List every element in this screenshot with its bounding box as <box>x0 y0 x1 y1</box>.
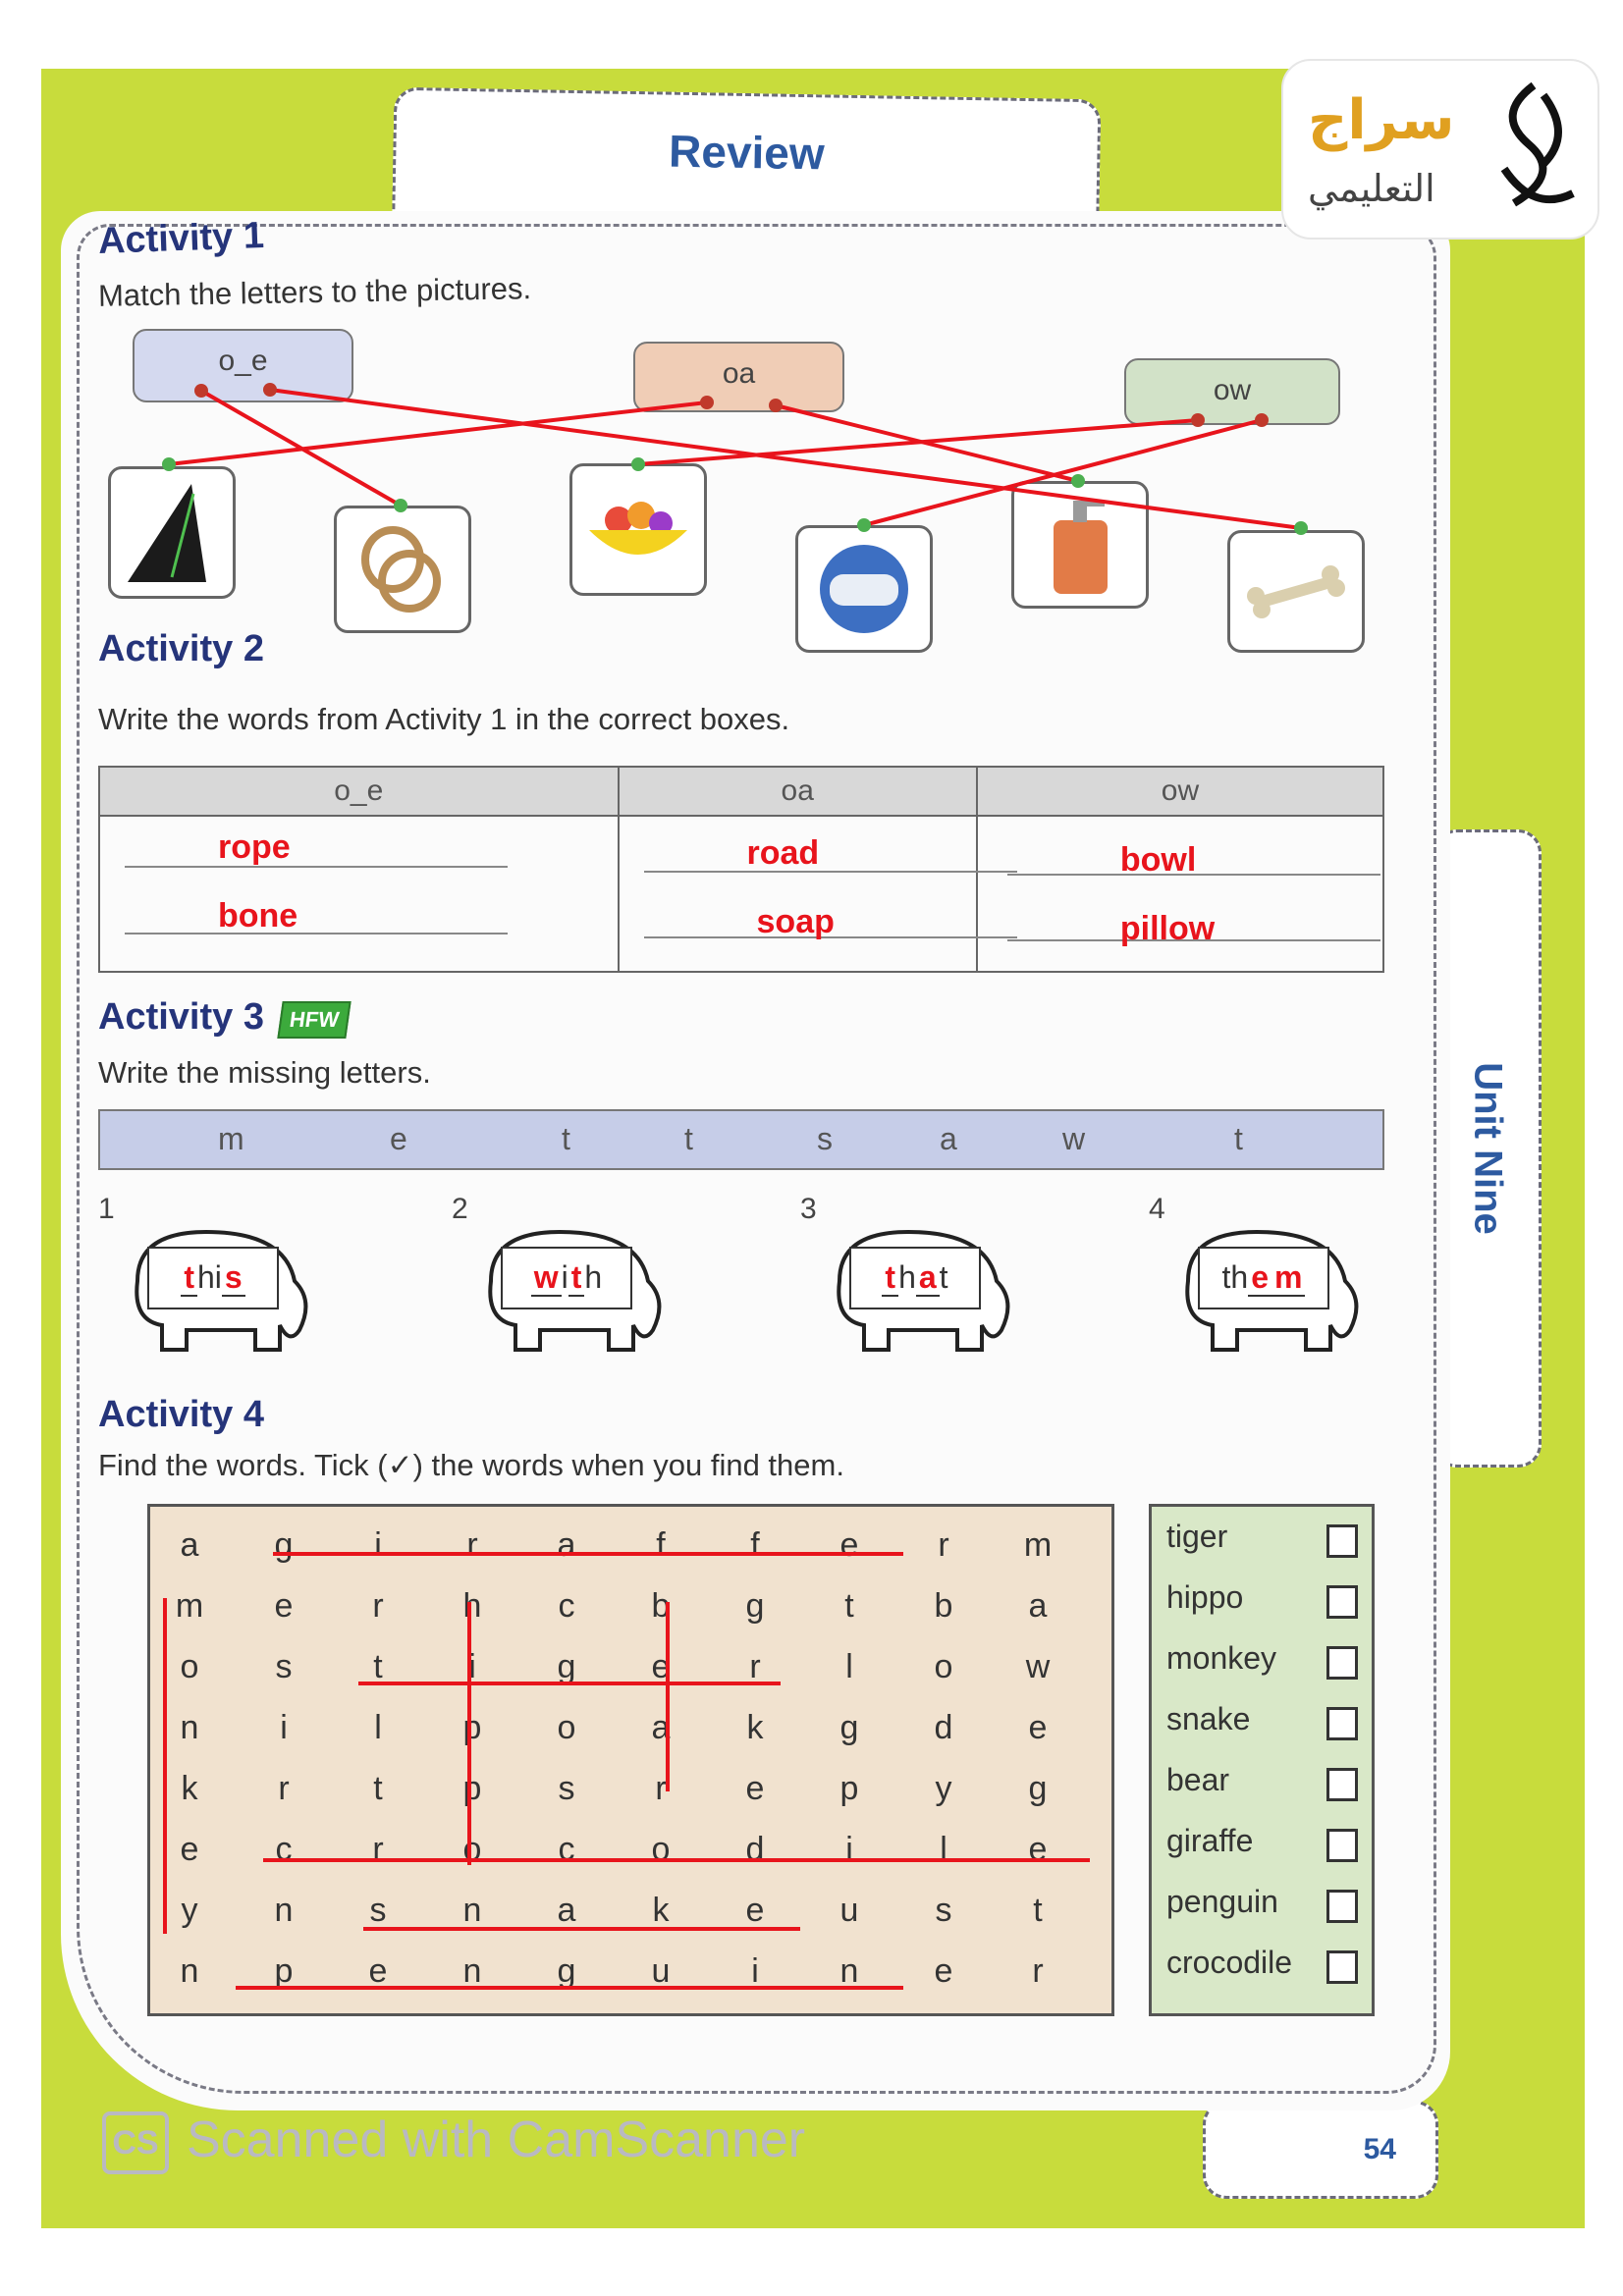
word-list-item: tiger <box>1166 1519 1228 1554</box>
activity3-title: Activity 3 <box>98 996 264 1038</box>
letter-bank-item: a <box>940 1121 957 1156</box>
grid-letter: e <box>839 1526 859 1564</box>
grid-letter: l <box>374 1709 382 1746</box>
grid-letter: o <box>462 1831 482 1868</box>
grid-letter: c <box>558 1587 575 1625</box>
word-list-item: snake <box>1166 1701 1251 1736</box>
grid-letter: m <box>175 1587 204 1625</box>
grid-letter: g <box>557 1952 576 1990</box>
letter-bank-item: t <box>562 1121 570 1156</box>
letter-bank-item: w <box>1062 1121 1086 1156</box>
grid-letter: r <box>938 1526 949 1564</box>
given-letters: h <box>898 1259 916 1295</box>
activity3-instruction: Write the missing letters. <box>98 1055 431 1090</box>
word-list-item: monkey <box>1166 1640 1277 1676</box>
letter-bank-item: s <box>817 1121 833 1156</box>
given-letters: h <box>584 1259 603 1295</box>
grid-letter: n <box>274 1892 294 1929</box>
grid-letter: a <box>557 1526 576 1564</box>
grid-letter: e <box>274 1587 294 1625</box>
matching-dots <box>162 383 1308 535</box>
letter-bank-item: t <box>1234 1121 1243 1156</box>
grid-letter: e <box>1028 1831 1048 1868</box>
hfw-badge: HFW <box>277 1001 351 1039</box>
grid-letter: g <box>557 1648 576 1685</box>
matching-lines <box>169 390 1301 528</box>
grid-letter: i <box>280 1709 288 1746</box>
grid-letter: g <box>1028 1770 1048 1807</box>
grid-letter: h <box>462 1587 482 1625</box>
grid-letter: o <box>934 1648 953 1685</box>
grid-letter: b <box>934 1587 953 1625</box>
missing-letter-answer: m <box>1271 1259 1305 1297</box>
grid-letter: i <box>751 1952 759 1990</box>
grid-letter: k <box>652 1892 670 1929</box>
word-list-item: penguin <box>1166 1884 1278 1919</box>
grid-letter: e <box>745 1770 765 1807</box>
grid-letter: f <box>750 1526 760 1564</box>
item-number: 3 <box>800 1193 817 1225</box>
grid-letter: s <box>275 1648 293 1685</box>
grid-letter: n <box>462 1892 482 1929</box>
grid-letter: s <box>369 1892 387 1929</box>
grid-letter: t <box>844 1587 854 1625</box>
grid-letter: f <box>656 1526 666 1564</box>
word-list-item: giraffe <box>1166 1823 1254 1858</box>
grid-letter: t <box>373 1770 383 1807</box>
grid-letter: e <box>745 1892 765 1929</box>
grid-letter: t <box>1033 1892 1043 1929</box>
activity1-instruction: Match the letters to the pictures. <box>97 271 532 313</box>
given-letters: i <box>561 1259 568 1295</box>
grid-letter: g <box>745 1587 765 1625</box>
grid-letter: e <box>651 1648 671 1685</box>
letter-bank-item: t <box>684 1121 693 1156</box>
grid-letter: i <box>845 1831 853 1868</box>
grid-letter: r <box>372 1831 384 1868</box>
column-header-o_e: o_e <box>99 767 619 816</box>
grid-letter: d <box>934 1709 953 1746</box>
grid-letter: n <box>180 1952 199 1990</box>
item-number: 1 <box>98 1193 115 1225</box>
camscanner-badge: CS <box>102 2111 169 2174</box>
letter-bank-item: e <box>390 1121 407 1156</box>
grid-letter: n <box>180 1709 199 1746</box>
grid-letter: b <box>651 1587 671 1625</box>
missing-letter-answer: a <box>916 1259 940 1297</box>
item-number: 4 <box>1149 1193 1165 1225</box>
grid-letter: m <box>1023 1526 1053 1564</box>
answer-bone: bone <box>218 897 298 934</box>
grid-letter: i <box>374 1526 382 1564</box>
grid-letter: a <box>1028 1587 1048 1625</box>
grid-letter: k <box>181 1770 198 1807</box>
item-number: 2 <box>452 1193 468 1225</box>
missing-letter-answer: t <box>181 1259 197 1297</box>
answer-pillow: pillow <box>1119 910 1216 947</box>
column-header-ow: ow <box>977 767 1383 816</box>
page-number: 54 <box>1363 2133 1396 2165</box>
activity2-title: Activity 2 <box>98 628 264 669</box>
grid-letter: e <box>934 1952 953 1990</box>
camscanner-text: Scanned with CamScanner <box>187 2111 806 2168</box>
grid-letter: r <box>749 1648 761 1685</box>
grid-letter: p <box>839 1770 859 1807</box>
word-list-item: bear <box>1166 1762 1230 1797</box>
missing-letter-answer: e <box>1248 1259 1271 1297</box>
grid-letter: y <box>181 1892 198 1929</box>
grid-letter: r <box>372 1587 384 1625</box>
grid-letter: r <box>466 1526 478 1564</box>
grid-letter: u <box>839 1892 859 1929</box>
logo-subtitle: التعليمي <box>1308 167 1435 210</box>
word-list-item: crocodile <box>1166 1945 1293 1980</box>
answer-rope: rope <box>218 828 291 866</box>
grid-letter: e <box>180 1831 199 1868</box>
unit-label: Unit Nine <box>1466 1062 1510 1235</box>
activity1-title: Activity 1 <box>97 215 265 262</box>
column-header-oa: oa <box>619 767 977 816</box>
answer-soap: soap <box>756 903 835 940</box>
grid-letter: t <box>373 1648 383 1685</box>
activity4-instruction: Find the words. Tick (✓) the words when you find them. <box>98 1448 844 1482</box>
grid-letter: o <box>180 1648 199 1685</box>
grid-letter: r <box>278 1770 290 1807</box>
grid-letter: o <box>651 1831 671 1868</box>
grid-letter: a <box>651 1709 671 1746</box>
grid-letter: i <box>468 1648 476 1685</box>
grid-letter: g <box>839 1709 859 1746</box>
logo-name: سراج <box>1308 88 1455 152</box>
grid-letter: o <box>557 1709 576 1746</box>
grid-letter: w <box>1025 1648 1051 1685</box>
missing-letter-answer: t <box>882 1259 898 1297</box>
grid-letter: n <box>462 1952 482 1990</box>
sound-box-o_e: o_e <box>133 329 353 402</box>
grid-letter: p <box>462 1770 482 1807</box>
activity4-title: Activity 4 <box>98 1394 264 1435</box>
grid-letter: a <box>557 1892 576 1929</box>
sound-box-ow: ow <box>1124 358 1340 425</box>
grid-letter: c <box>558 1831 575 1868</box>
answer-road: road <box>746 834 820 872</box>
sound-box-oa: oa <box>633 342 844 412</box>
activity2-instruction: Write the words from Activity 1 in the correct boxes. <box>98 702 790 736</box>
missing-letter-answer: s <box>222 1259 245 1297</box>
answer-bowl: bowl <box>1119 841 1197 879</box>
given-letters: th <box>1221 1259 1249 1295</box>
found-word-lines <box>165 1554 1090 1988</box>
grid-letter: l <box>940 1831 947 1868</box>
word-list-item: hippo <box>1166 1579 1244 1615</box>
grid-letter: p <box>274 1952 294 1990</box>
grid-letter: r <box>655 1770 667 1807</box>
grid-letter: d <box>745 1831 765 1868</box>
grid-letter: g <box>274 1526 294 1564</box>
grid-letter: k <box>746 1709 764 1746</box>
grid-letter: y <box>935 1770 952 1807</box>
given-letters: hi <box>196 1259 222 1295</box>
grid-letter: e <box>368 1952 388 1990</box>
grid-letter: c <box>275 1831 293 1868</box>
given-letters: t <box>939 1259 948 1295</box>
camscanner-watermark <box>102 2110 805 2174</box>
grid-letter: e <box>1028 1709 1048 1746</box>
missing-letter-answer: t <box>568 1259 585 1297</box>
grid-letter: p <box>462 1709 482 1746</box>
grid-letter: u <box>651 1952 671 1990</box>
grid-letter: n <box>839 1952 859 1990</box>
grid-letter: r <box>1032 1952 1044 1990</box>
review-title: Review <box>668 125 826 180</box>
grid-letter: s <box>935 1892 952 1929</box>
grid-letter: l <box>845 1648 853 1685</box>
grid-letter: s <box>558 1770 575 1807</box>
letter-bank-item: m <box>218 1121 244 1156</box>
missing-letter-answer: w <box>531 1259 562 1297</box>
grid-letter: a <box>180 1526 199 1564</box>
